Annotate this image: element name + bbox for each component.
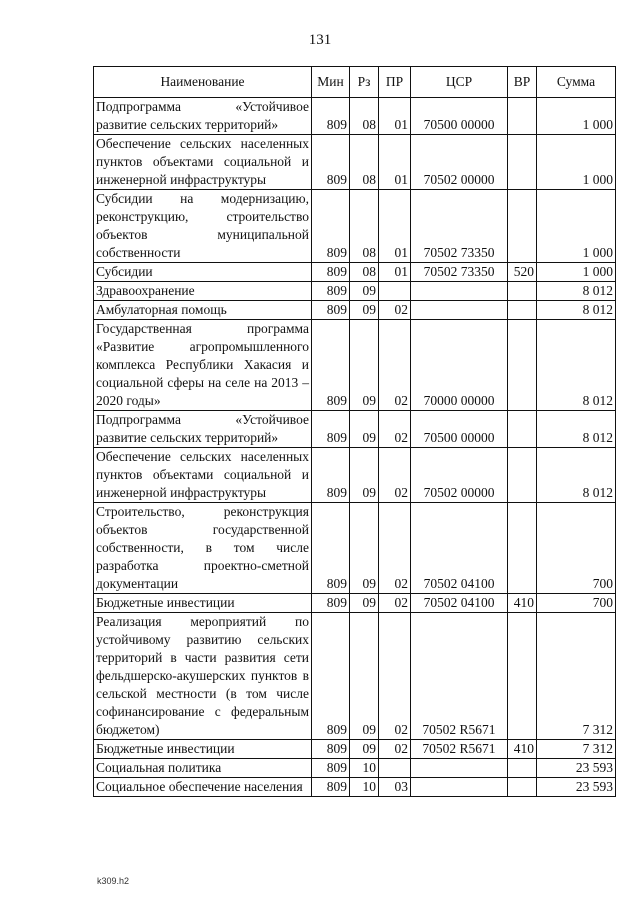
row-rz: 10	[350, 759, 379, 778]
row-csr: 70502 00000	[411, 135, 508, 190]
row-vr	[508, 320, 537, 411]
table-row	[94, 613, 616, 740]
header-pr: ПР	[379, 67, 411, 98]
row-pr: 02	[379, 301, 411, 320]
row-name: Подпрограмма «Устойчивое развитие сельских территорий»	[94, 411, 312, 448]
row-sum: 7 312	[537, 613, 616, 740]
row-csr: 70502 R5671	[411, 740, 508, 759]
row-vr: 520	[508, 263, 537, 282]
header-vr: ВР	[508, 67, 537, 98]
row-name: Социальная политика	[94, 759, 312, 778]
row-rz: 09	[350, 411, 379, 448]
row-name: Субсидии на модернизацию, реконструкцию, строительство объектов муниципальной собственности	[94, 190, 312, 263]
row-rz: 09	[350, 282, 379, 301]
row-rz: 09	[350, 740, 379, 759]
header-rz: Рз	[350, 67, 379, 98]
row-pr: 01	[379, 263, 411, 282]
row-vr	[508, 190, 537, 263]
row-rz: 09	[350, 320, 379, 411]
row-rz: 08	[350, 190, 379, 263]
row-pr: 02	[379, 320, 411, 411]
row-name: Строительство, реконструкция объектов государственной собственности, в том числе разработка проектно-сметной документации	[94, 503, 312, 594]
row-vr	[508, 98, 537, 135]
row-min: 809	[312, 320, 350, 411]
row-pr: 01	[379, 135, 411, 190]
row-sum: 23 593	[537, 778, 616, 797]
row-csr: 70000 00000	[411, 320, 508, 411]
row-min: 809	[312, 594, 350, 613]
row-rz: 09	[350, 301, 379, 320]
row-csr	[411, 301, 508, 320]
table-row	[94, 594, 616, 613]
row-min: 809	[312, 411, 350, 448]
row-sum: 8 012	[537, 411, 616, 448]
row-name: Бюджетные инвестиции	[94, 594, 312, 613]
table-row	[94, 320, 616, 411]
row-pr: 02	[379, 740, 411, 759]
row-pr: 01	[379, 190, 411, 263]
row-pr	[379, 759, 411, 778]
row-csr: 70502 R5671	[411, 613, 508, 740]
row-sum: 1 000	[537, 263, 616, 282]
row-name: Реализация мероприятий по устойчивому развитию сельских территорий в части развития сети фельдшерско-акушерских пунктов в сельской местности (в том числе софинансирование с федеральным бюджетом)	[94, 613, 312, 740]
table-row	[94, 411, 616, 448]
row-sum: 1 000	[537, 135, 616, 190]
row-csr	[411, 778, 508, 797]
row-sum: 23 593	[537, 759, 616, 778]
row-pr: 02	[379, 594, 411, 613]
row-name: Государственная программа «Развитие агропромышленного комплекса Республики Хакасия и социальной сферы на селе на 2013 – 2020 годы»	[94, 320, 312, 411]
row-vr	[508, 503, 537, 594]
row-pr: 03	[379, 778, 411, 797]
row-csr: 70502 00000	[411, 448, 508, 503]
row-vr	[508, 759, 537, 778]
row-min: 809	[312, 282, 350, 301]
row-min: 809	[312, 135, 350, 190]
row-csr	[411, 282, 508, 301]
row-pr: 02	[379, 411, 411, 448]
row-vr	[508, 411, 537, 448]
header-min: Мин	[312, 67, 350, 98]
row-csr: 70500 00000	[411, 411, 508, 448]
row-csr: 70502 04100	[411, 594, 508, 613]
row-min: 809	[312, 448, 350, 503]
row-csr: 70500 00000	[411, 98, 508, 135]
row-csr: 70502 73350	[411, 190, 508, 263]
row-vr	[508, 778, 537, 797]
row-vr	[508, 282, 537, 301]
row-vr	[508, 448, 537, 503]
row-min: 809	[312, 503, 350, 594]
row-name: Субсидии	[94, 263, 312, 282]
table-body	[94, 98, 616, 797]
row-rz: 10	[350, 778, 379, 797]
row-pr: 01	[379, 98, 411, 135]
row-sum: 1 000	[537, 190, 616, 263]
row-vr	[508, 613, 537, 740]
row-name: Обеспечение сельских населенных пунктов объектами социальной и инженерной инфраструктуры	[94, 448, 312, 503]
row-csr: 70502 73350	[411, 263, 508, 282]
table-header-row	[94, 67, 616, 98]
row-sum: 700	[537, 594, 616, 613]
row-rz: 08	[350, 98, 379, 135]
row-name: Здравоохранение	[94, 282, 312, 301]
row-name: Социальное обеспечение населения	[94, 778, 312, 797]
row-rz: 08	[350, 135, 379, 190]
row-min: 809	[312, 740, 350, 759]
row-min: 809	[312, 778, 350, 797]
table-row	[94, 778, 616, 797]
row-min: 809	[312, 759, 350, 778]
table-row	[94, 135, 616, 190]
row-min: 809	[312, 190, 350, 263]
row-sum: 1 000	[537, 98, 616, 135]
row-sum: 8 012	[537, 448, 616, 503]
row-min: 809	[312, 98, 350, 135]
row-pr	[379, 282, 411, 301]
header-csr: ЦСР	[411, 67, 508, 98]
table-row	[94, 301, 616, 320]
header-sum: Сумма	[537, 67, 616, 98]
row-vr	[508, 135, 537, 190]
row-min: 809	[312, 263, 350, 282]
row-sum: 8 012	[537, 301, 616, 320]
row-min: 809	[312, 301, 350, 320]
row-min: 809	[312, 613, 350, 740]
row-name: Подпрограмма «Устойчивое развитие сельских территорий»	[94, 98, 312, 135]
table-row	[94, 190, 616, 263]
table-row	[94, 448, 616, 503]
row-vr	[508, 301, 537, 320]
table-row	[94, 282, 616, 301]
table-row	[94, 759, 616, 778]
footer-code: k309.h2	[97, 876, 130, 886]
row-sum: 8 012	[537, 320, 616, 411]
row-rz: 09	[350, 503, 379, 594]
row-pr: 02	[379, 613, 411, 740]
row-csr	[411, 759, 508, 778]
row-csr: 70502 04100	[411, 503, 508, 594]
table-row	[94, 263, 616, 282]
row-vr: 410	[508, 740, 537, 759]
row-sum: 8 012	[537, 282, 616, 301]
row-rz: 09	[350, 448, 379, 503]
row-name: Амбулаторная помощь	[94, 301, 312, 320]
row-vr: 410	[508, 594, 537, 613]
row-rz: 09	[350, 594, 379, 613]
table-row	[94, 98, 616, 135]
row-sum: 700	[537, 503, 616, 594]
header-name: Наименование	[94, 67, 312, 98]
row-rz: 09	[350, 613, 379, 740]
row-rz: 08	[350, 263, 379, 282]
row-name: Обеспечение сельских населенных пунктов объектами социальной и инженерной инфраструктуры	[94, 135, 312, 190]
row-pr: 02	[379, 503, 411, 594]
budget-table	[93, 66, 616, 797]
row-sum: 7 312	[537, 740, 616, 759]
page-number: 131	[308, 32, 332, 48]
table-row	[94, 503, 616, 594]
table-row	[94, 740, 616, 759]
row-name: Бюджетные инвестиции	[94, 740, 312, 759]
row-pr: 02	[379, 448, 411, 503]
